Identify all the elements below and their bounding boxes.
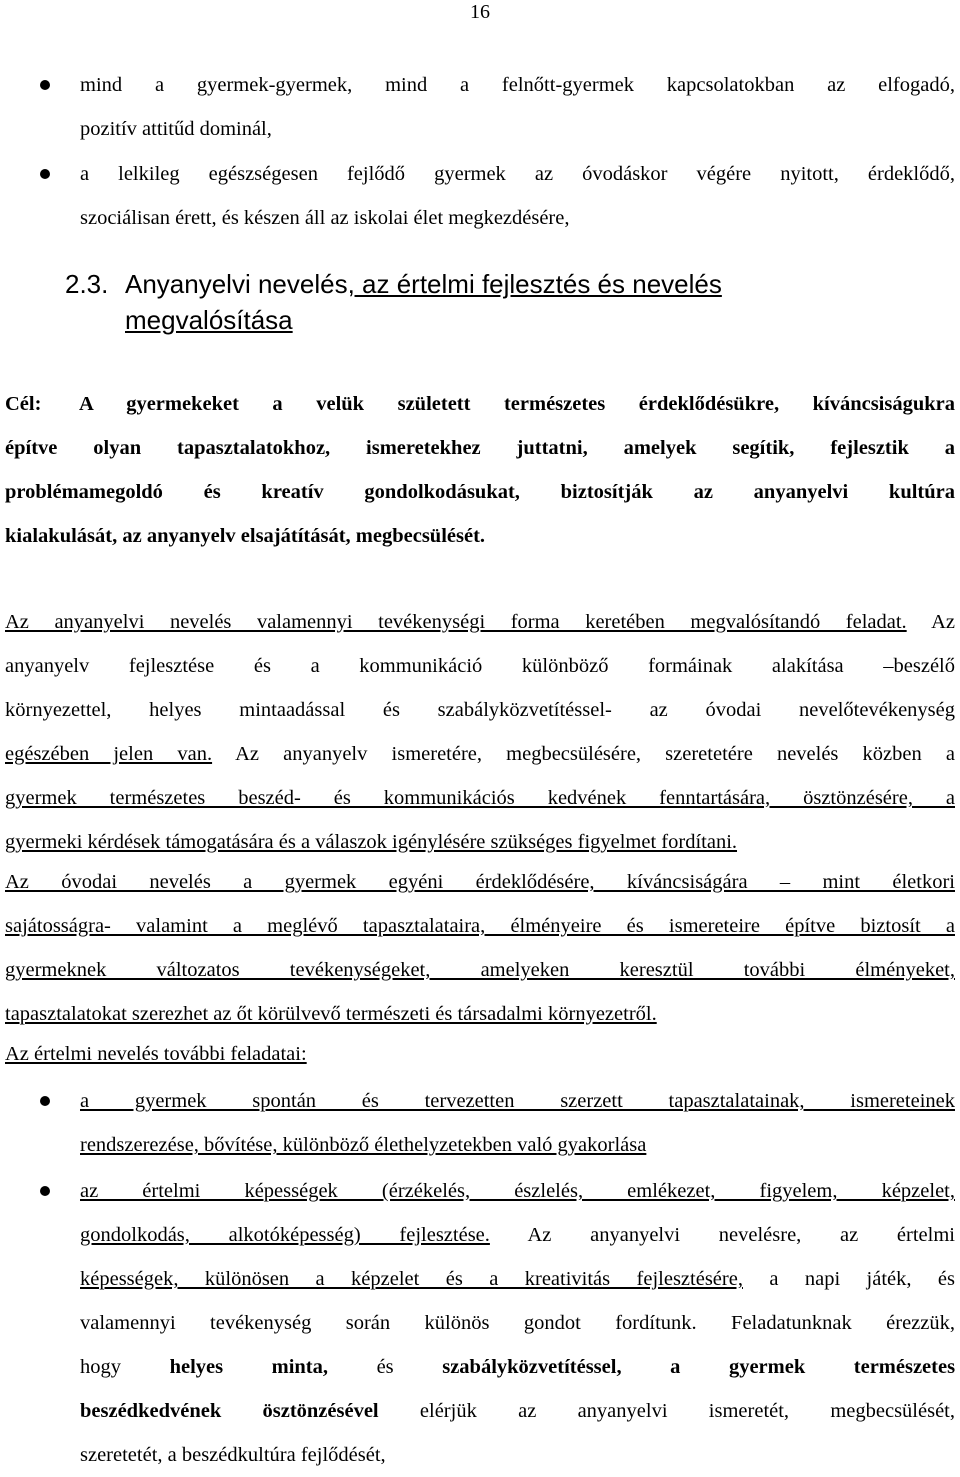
text-line <box>80 1257 955 1301</box>
text-line <box>80 1389 955 1433</box>
text-line: szociálisan érett, és készen áll az iskolai élet megkezdésére, <box>80 207 570 229</box>
text-line: gyermek természetes beszéd- és kommunikációs kedvének fenntartására, ösztönzésére, a <box>5 787 955 809</box>
intro-bullet-2 <box>80 152 955 240</box>
text-line: szeretetét, a beszédkultúra fejlődését, <box>80 1444 386 1466</box>
text-line <box>5 382 955 426</box>
text-run: egészében jelen van. <box>5 743 213 765</box>
text-line <box>5 600 955 644</box>
section-number: 2.3. <box>65 269 109 299</box>
text-line: Az értelmi nevelés további feladatai: <box>5 1043 307 1065</box>
text-run: hogy <box>80 1356 121 1378</box>
goal-line-1: A gyermekeket a velük született természetes érdeklődésükre, kíváncsiságukra <box>79 393 955 415</box>
section-heading <box>65 266 722 338</box>
text-line: rendszerezése, bővítése, különböző élethelyzetekben való gyakorlása <box>80 1134 647 1156</box>
page-number: 16 <box>470 1 490 23</box>
text-run: elérjük az anyanyelvi ismeretét, megbecsülését, <box>378 1400 955 1422</box>
text-line: a gyermek spontán és tervezetten szerzett tapasztalatainak, ismereteinek <box>80 1090 955 1112</box>
heading-line-2: megvalósítása <box>125 305 293 335</box>
heading-part-2: , az értelmi fejlesztés és nevelés <box>347 269 722 299</box>
bullet-dot <box>40 80 50 90</box>
paragraph-2 <box>5 860 955 1036</box>
text-run: Az anyanyelvi nevelés valamennyi tevékenységi forma keretében megvalósítandó feladat. <box>5 611 907 633</box>
text-line: az értelmi képességek (érzékelés, észlelés, emlékezet, figyelem, képzelet, <box>80 1180 955 1202</box>
further-tasks-heading <box>5 1032 955 1076</box>
text-line: gyermeki kérdések támogatására és a válaszok igénylésére szükséges figyelmet fordítani. <box>5 831 738 853</box>
paragraph-1 <box>5 600 955 864</box>
goal-label: Cél: <box>5 393 42 415</box>
text-run: helyes minta, <box>169 1356 329 1378</box>
text-line <box>80 1213 955 1257</box>
text-run: Az anyanyelv ismeretére, megbecsülésére, szeretetére nevelés közben a <box>212 743 955 765</box>
text-run: szabályközvetítéssel, <box>442 1356 622 1378</box>
text-line: Az óvodai nevelés a gyermek egyéni érdeklődésére, kíváncsiságára – mint életkori <box>5 871 955 893</box>
heading-part-1: Anyanyelvi nevelés <box>125 269 348 299</box>
text-line: környezettel, helyes mintaadással és szabályközvetítéssel- az óvodai nevelőtevékenység <box>5 699 955 721</box>
goal-paragraph <box>5 382 955 558</box>
text-run: és <box>376 1356 394 1378</box>
text-line <box>5 732 955 776</box>
text-run: gyermek természetes <box>728 1356 956 1378</box>
text-run: a <box>670 1356 681 1378</box>
text-line: építve olyan tapasztalatokhoz, ismeretekhez juttatni, amelyek segítik, fejlesztik a <box>5 437 955 459</box>
text-run: képességek, különösen a képzelet és a kreativitás fejlesztésére, <box>80 1268 743 1290</box>
text-line: mind a gyermek-gyermek, mind a felnőtt-gyermek kapcsolatokban az elfogadó, <box>80 74 955 96</box>
text-run: Az <box>906 611 955 633</box>
bullet-dot <box>40 1186 50 1196</box>
text-run: a napi játék, és <box>742 1268 956 1290</box>
text-line: sajátosságra- valamint a meglévő tapasztalataira, élményeire és ismereteire építve biztosít a <box>5 915 955 937</box>
text-run: gondolkodás, alkotóképesség) fejlesztése. <box>80 1224 490 1246</box>
text-line: gyermeknek változatos tevékenységeket, amelyeken keresztül további élményeket, <box>5 959 955 981</box>
intro-bullet-1 <box>80 63 955 151</box>
bullet-dot <box>40 169 50 179</box>
bullet-dot <box>40 1096 50 1106</box>
text-line: a lelkileg egészségesen fejlődő gyermek az óvodáskor végére nyitott, érdeklődő, <box>80 163 955 185</box>
text-run: Az anyanyelvi nevelésre, az értelmi <box>489 1224 955 1246</box>
text-line: problémamegoldó és kreatív gondolkodásukat, biztosítják az anyanyelvi kultúra <box>5 481 955 503</box>
text-run: beszédkedvének ösztönzésével <box>80 1400 379 1422</box>
text-line <box>80 1345 955 1389</box>
text-line: kialakulását, az anyanyelv elsajátítását, megbecsülését. <box>5 525 486 547</box>
task-bullet-1 <box>80 1079 955 1167</box>
text-line: tapasztalatokat szerezhet az őt körülvevő természeti és társadalmi környezetről. <box>5 1003 657 1025</box>
task-bullet-2 <box>80 1169 955 1477</box>
text-line: anyanyelv fejlesztése és a kommunikáció különböző formáinak alakítása –beszélő <box>5 655 955 677</box>
text-line: pozitív attitűd dominál, <box>80 118 272 140</box>
text-line: valamennyi tevékenység során különös gondot fordítunk. Feladatunknak érezzük, <box>80 1312 955 1334</box>
